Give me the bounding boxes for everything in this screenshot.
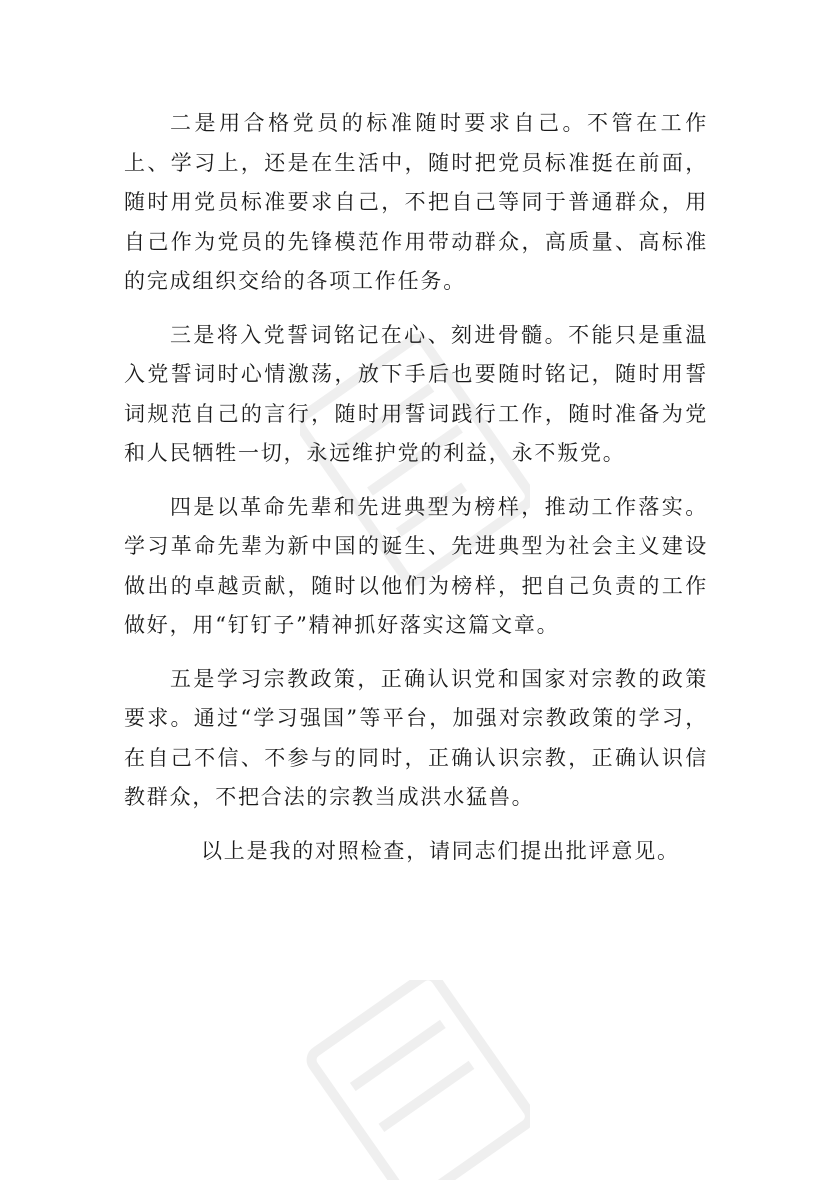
closing-statement: 以上是我的对照检查，请同志们提出批评意见。 — [201, 838, 680, 863]
paragraph-three: 三是将入党誓词铭记在心、刻进骨髓。不能只是重温入党誓词时心情激荡，放下手后也要随时铭记，随时用誓词规范自己的言行，随时用誓词践行工作，随时准备为党和人民牺牲一切，永远维护党的利益，永不叛党。 — [124, 322, 708, 465]
paragraph-five: 五是学习宗教政策，正确认识党和国家对宗教的政策要求。通过“学习强国”等平台，加强对宗教政策的学习，在自己不信、不参与的同时，正确认识宗教，正确认识信教群众，不把合法的宗教当成洪水猛兽。 — [124, 666, 708, 809]
document-body — [124, 104, 708, 871]
paragraph-four: 四是以革命先辈和先进典型为榜样，推动工作落实。学习革命先辈为新中国的诞生、先进典型为社会主义建设做出的卓越贡献，随时以他们为榜样，把自己负责的工作做好，用“钉钉子”精神抓好落实这篇文章。 — [124, 494, 708, 637]
paragraph-two: 二是用合格党员的标准随时要求自己。不管在工作上、学习上，还是在生活中，随时把党员标准挺在前面，随时用党员标准要求自己，不把自己等同于普通群众，用自己作为党员的先锋模范作用带动群众，高质量、高标准的完成组织交给的各项工作任务。 — [124, 111, 708, 293]
watermark-icon-bottom — [300, 980, 530, 1180]
